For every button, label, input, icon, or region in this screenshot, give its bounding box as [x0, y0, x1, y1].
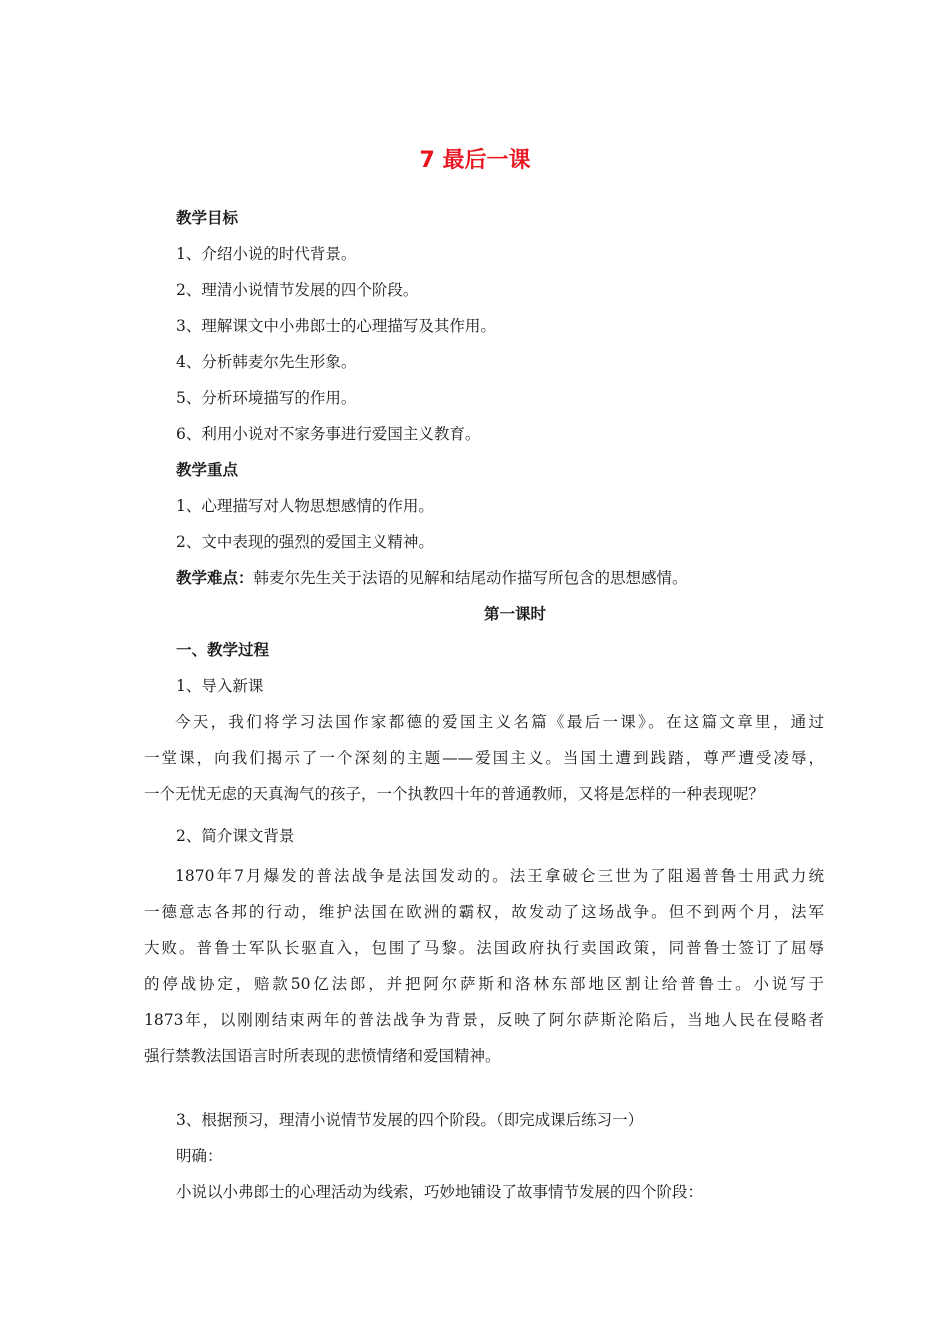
paragraph-line: 一德意志各邦的行动，维护法国在欧洲的霸权，故发动了这场战争。但不到两个月，法军	[144, 903, 824, 921]
paragraph-line: 大败。普鲁士军队长驱直入，包围了马黎。法国政府执行卖国政策，同普鲁士签订了屈辱	[144, 939, 824, 957]
step1-heading: 1、导入新课	[176, 677, 264, 695]
step3-heading: 3、根据预习，理清小说情节发展的四个阶段。（即完成课后练习一）	[176, 1111, 644, 1129]
process-heading: 一、教学过程	[176, 641, 270, 659]
key-point-item: 1、心理描写对人物思想感情的作用。	[176, 497, 434, 515]
paragraph-line: 1870年7月爆发的普法战争是法国发动的。法王拿破仑三世为了阻遏普鲁士用武力统	[175, 867, 824, 885]
paragraph-line: 一堂课，向我们揭示了一个深刻的主题——爱国主义。当国土遭到践踏，尊严遭受凌辱，	[144, 749, 824, 767]
objective-item: 5、分析环境描写的作用。	[176, 389, 357, 407]
key-points-heading: 教学重点	[176, 461, 239, 479]
difficulty-label: 教学难点：	[176, 569, 254, 587]
step1-paragraph	[144, 704, 824, 812]
paragraph-line: 强行禁教法国语言时所表现的悲愤情绪和爱国精神。	[144, 1047, 501, 1065]
paragraph-line: 1873年，以刚刚结束两年的普法战争为背景，反映了阿尔萨斯沦陷后，当地人民在侵略者	[144, 1011, 824, 1029]
clarify-text: 小说以小弗郎士的心理活动为线索，巧妙地铺设了故事情节发展的四个阶段：	[176, 1183, 704, 1201]
difficulty-line	[176, 568, 816, 588]
paragraph-line: 一个无忧无虑的天真淘气的孩子，一个执教四十年的普通教师，又将是怎样的一种表现呢？	[144, 785, 765, 803]
key-point-item: 2、文中表现的强烈的爱国主义精神。	[176, 533, 434, 551]
objective-item: 1、介绍小说的时代背景。	[176, 245, 357, 263]
clarify-label: 明确：	[176, 1147, 223, 1165]
objective-item: 2、理清小说情节发展的四个阶段。	[176, 281, 419, 299]
difficulty-text: 韩麦尔先生关于法语的见解和结尾动作描写所包含的思想感情。	[253, 569, 688, 587]
paragraph-line: 的停战协定，赔款50亿法郎，并把阿尔萨斯和洛林东部地区割让给普鲁士。小说写于	[144, 975, 824, 993]
document-title: 7 最后一课	[419, 148, 531, 173]
objective-item: 3、理解课文中小弗郎士的心理描写及其作用。	[176, 317, 496, 335]
step2-paragraph	[144, 858, 824, 1074]
objective-item: 6、利用小说对不家务事进行爱国主义教育。	[176, 425, 481, 443]
step2-heading: 2、简介课文背景	[176, 827, 295, 845]
objective-item: 4、分析韩麦尔先生形象。	[176, 353, 357, 371]
paragraph-line: 今天，我们将学习法国作家都德的爱国主义名篇《最后一课》。在这篇文章里，通过	[175, 713, 824, 731]
lesson-title: 第一课时	[483, 605, 546, 623]
objectives-heading: 教学目标	[176, 209, 239, 227]
